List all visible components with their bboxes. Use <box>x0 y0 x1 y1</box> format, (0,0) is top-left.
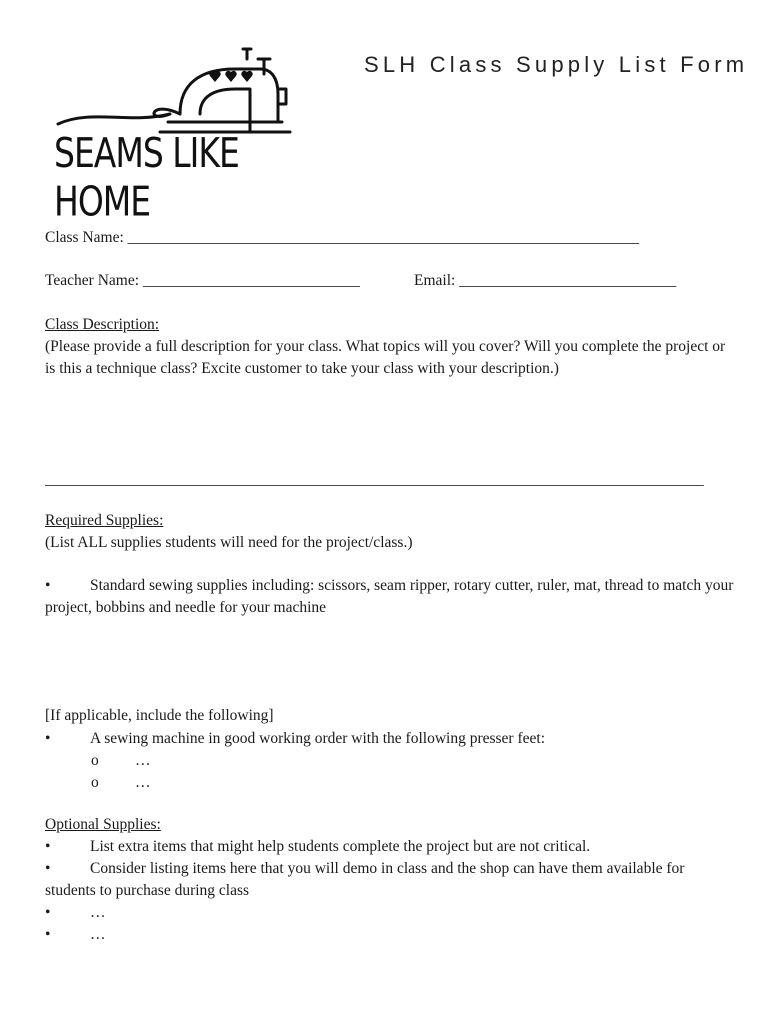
bullet-marker: • <box>45 577 51 594</box>
class-name-field[interactable] <box>45 227 639 249</box>
class-name-blank[interactable]: __________________________________________________________________ <box>127 229 640 246</box>
optional-supplies-heading: Optional Supplies: <box>45 816 161 833</box>
optional-item-text: List extra items that might help students complete the project but are not critical. <box>90 838 591 855</box>
presser-foot-placeholder: … <box>135 774 151 791</box>
optional-item-placeholder: … <box>90 926 106 943</box>
optional-item <box>45 902 106 924</box>
presser-foot-placeholder: … <box>135 752 151 769</box>
required-supplies-heading: Required Supplies: <box>45 512 164 529</box>
teacher-name-blank[interactable]: ____________________________ <box>142 272 360 289</box>
email-label: Email: <box>414 272 456 289</box>
bullet-marker: • <box>45 926 51 943</box>
email-field[interactable] <box>414 270 676 292</box>
class-description-heading: Class Description: <box>45 316 160 333</box>
required-item-machine <box>45 728 545 750</box>
optional-item <box>45 858 735 902</box>
bullet-marker: • <box>45 904 51 921</box>
bullet-marker: • <box>45 838 51 855</box>
teacher-name-field[interactable] <box>45 270 360 292</box>
bullet-marker: • <box>45 860 51 877</box>
class-description-instructions: (Please provide a full description for your class. What topics will you cover? Will you complete the project or is this a technique class? Excite customer to take your class with your description.) <box>45 338 726 377</box>
if-applicable-note: [If applicable, include the following] <box>45 707 274 724</box>
class-name-label: Class Name: <box>45 229 124 246</box>
optional-item <box>45 836 590 858</box>
presser-foot-item <box>91 772 151 794</box>
teacher-name-label: Teacher Name: <box>45 272 140 289</box>
required-item-text: A sewing machine in good working order with the following presser feet: <box>90 730 545 747</box>
email-blank[interactable]: ____________________________ <box>459 272 677 289</box>
optional-item-placeholder: … <box>90 904 106 921</box>
sub-bullet-marker: o <box>91 774 99 791</box>
bullet-marker: • <box>45 730 51 747</box>
presser-foot-item <box>91 750 151 772</box>
description-divider: _____________________________________________________________________________________ <box>45 471 704 488</box>
sub-bullet-marker: o <box>91 752 99 769</box>
required-supplies-note: (List ALL supplies students will need for the project/class.) <box>45 534 413 551</box>
optional-item <box>45 924 106 946</box>
required-item-text: Standard sewing supplies including: scissors, seam ripper, rotary cutter, ruler, mat, thread to match your project, bobbins and needle for your machine <box>45 577 734 616</box>
page-title: SLH Class Supply List Form <box>364 52 749 77</box>
optional-item-text: Consider listing items here that you will demo in class and the shop can have them available for students to purchase during class <box>45 860 685 899</box>
logo-wordmark: SEAMS LIKE HOME <box>54 128 239 226</box>
required-item-standard <box>45 575 735 619</box>
